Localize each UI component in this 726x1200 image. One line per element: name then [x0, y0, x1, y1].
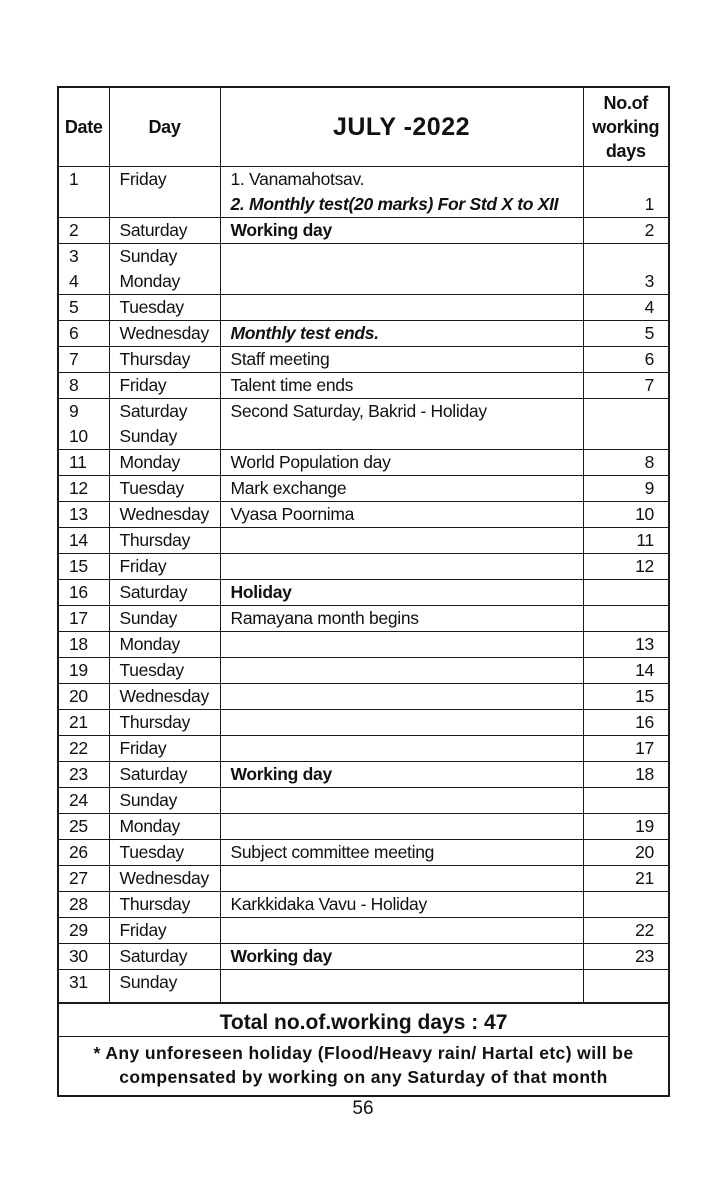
event-cell: [220, 866, 583, 892]
working-day-cell: [583, 944, 668, 970]
table-row: [59, 606, 668, 632]
date-cell: [59, 580, 109, 606]
date-value: 30: [69, 946, 88, 966]
day-cell: [109, 347, 220, 373]
day-value: Friday: [119, 738, 167, 758]
date-cell: [59, 918, 109, 944]
day-value: Monday: [119, 816, 180, 836]
day-cell: [109, 476, 220, 502]
date-value: 12: [69, 478, 88, 498]
day-value: Monday: [119, 271, 180, 291]
event-cell: [220, 658, 583, 684]
event-cell: [220, 840, 583, 866]
working-day-cell: [583, 373, 668, 399]
event-text: Vyasa Poornima: [230, 504, 355, 524]
header-day: Day: [109, 88, 220, 167]
date-cell: [59, 658, 109, 684]
event-cell: [220, 218, 583, 244]
day-value: Saturday: [119, 946, 188, 966]
header-row: [59, 88, 668, 167]
event-text: Working day: [230, 764, 332, 784]
day-value: Saturday: [119, 220, 188, 240]
event-cell: [220, 167, 583, 218]
date-value: 14: [69, 530, 88, 550]
date-cell: [59, 476, 109, 502]
working-day-cell: [583, 167, 668, 218]
date-value: 6: [69, 323, 79, 343]
table-row: [59, 892, 668, 918]
table-row: [59, 658, 668, 684]
date-cell: [59, 167, 109, 218]
event-text: World Population day: [230, 452, 391, 472]
date-cell: [59, 970, 109, 1003]
working-day-count: 6: [644, 349, 654, 369]
table-row: [59, 244, 668, 295]
day-value: Wednesday: [119, 868, 209, 888]
working-day-count: [584, 167, 655, 192]
working-day-count: 21: [635, 868, 654, 888]
day-cell: [109, 632, 220, 658]
date-cell: [59, 788, 109, 814]
working-day-cell: [583, 347, 668, 373]
table-row: [59, 944, 668, 970]
event-cell: [220, 736, 583, 762]
date-cell: [59, 736, 109, 762]
working-day-cell: [583, 814, 668, 840]
date-value: 2: [69, 220, 79, 240]
header-working-days-line: No.of: [603, 93, 648, 113]
day-cell: [109, 606, 220, 632]
working-day-cell: [583, 399, 668, 450]
working-day-cell: [583, 684, 668, 710]
calendar-table: [59, 88, 668, 1003]
day-value: Tuesday: [119, 660, 184, 680]
working-day-cell: [583, 606, 668, 632]
date-cell: [59, 762, 109, 788]
working-day-count: 3: [644, 271, 654, 291]
working-day-cell: [583, 218, 668, 244]
date-cell: [59, 814, 109, 840]
date-cell: [59, 944, 109, 970]
event-text: Karkkidaka Vavu - Holiday: [230, 894, 427, 914]
working-day-cell: [583, 502, 668, 528]
table-row: [59, 502, 668, 528]
date-value: 31: [69, 972, 88, 992]
day-cell: [109, 502, 220, 528]
date-cell: [59, 710, 109, 736]
event-cell: [220, 632, 583, 658]
working-day-cell: [583, 321, 668, 347]
working-day-count: 11: [636, 530, 654, 550]
date-cell: [59, 373, 109, 399]
event-text: Staff meeting: [230, 349, 330, 369]
day-cell: [109, 866, 220, 892]
event-cell: [220, 762, 583, 788]
table-row: [59, 736, 668, 762]
table-row: [59, 814, 668, 840]
table-row: [59, 528, 668, 554]
event-cell: [220, 373, 583, 399]
event-cell: [220, 970, 583, 1003]
event-text: Mark exchange: [230, 478, 347, 498]
working-day-cell: [583, 580, 668, 606]
working-day-count: 8: [644, 452, 654, 472]
date-cell: [59, 347, 109, 373]
working-day-cell: [583, 244, 668, 295]
event-cell: [220, 347, 583, 373]
header-working-days-line: working: [592, 117, 660, 137]
day-value: Sunday: [119, 972, 178, 992]
day-value: Sunday: [119, 608, 178, 628]
day-cell: [109, 244, 220, 295]
working-day-count: [584, 244, 655, 269]
date-cell: [59, 632, 109, 658]
event-cell: [220, 321, 583, 347]
header-working-days-line: days: [605, 141, 646, 161]
day-cell: [109, 944, 220, 970]
table-row: [59, 788, 668, 814]
date-cell: [59, 295, 109, 321]
event-cell: [220, 580, 583, 606]
date-value: 9: [69, 401, 79, 421]
calendar-sheet: [57, 86, 670, 1097]
date-value: 16: [69, 582, 88, 602]
date-value: 7: [69, 349, 79, 369]
working-day-cell: [583, 788, 668, 814]
date-value: 21: [69, 712, 88, 732]
day-value: Tuesday: [119, 297, 184, 317]
day-value: Saturday: [119, 764, 188, 784]
working-day-cell: [583, 736, 668, 762]
day-value: Friday: [119, 375, 167, 395]
date-value: 19: [69, 660, 88, 680]
day-cell: [109, 736, 220, 762]
day-value: Saturday: [119, 401, 188, 421]
day-cell: [109, 892, 220, 918]
day-value: Tuesday: [119, 842, 184, 862]
table-row: [59, 554, 668, 580]
day-cell: [109, 218, 220, 244]
table-row: [59, 476, 668, 502]
event-cell: [220, 892, 583, 918]
date-cell: [59, 684, 109, 710]
day-cell: [109, 918, 220, 944]
calendar-body: [59, 167, 668, 1003]
table-row: [59, 918, 668, 944]
working-day-cell: [583, 295, 668, 321]
table-row: [59, 762, 668, 788]
table-row: [59, 218, 668, 244]
working-day-cell: [583, 762, 668, 788]
day-cell: [109, 554, 220, 580]
event-cell: [220, 918, 583, 944]
day-value: Saturday: [119, 582, 188, 602]
event-cell: [220, 450, 583, 476]
day-cell: [109, 840, 220, 866]
event-cell: [220, 684, 583, 710]
working-day-count: 13: [635, 634, 654, 654]
day-cell: [109, 295, 220, 321]
table-row: [59, 347, 668, 373]
working-day-cell: [583, 892, 668, 918]
working-day-count: 12: [635, 556, 654, 576]
table-row: [59, 684, 668, 710]
working-day-cell: [583, 450, 668, 476]
day-cell: [109, 658, 220, 684]
day-value: Thursday: [119, 349, 191, 369]
day-cell: [109, 373, 220, 399]
working-day-cell: [583, 710, 668, 736]
working-day-count: 9: [644, 478, 654, 498]
day-value: Thursday: [119, 712, 191, 732]
date-value: 8: [69, 375, 79, 395]
date-cell: [59, 450, 109, 476]
event-text: Second Saturday, Bakrid - Holiday: [230, 401, 487, 421]
working-day-cell: [583, 840, 668, 866]
date-cell: [59, 502, 109, 528]
table-row: [59, 970, 668, 1003]
table-row: [59, 167, 668, 218]
working-day-count: 2: [644, 220, 654, 240]
date-value: 28: [69, 894, 88, 914]
holiday-compensation-note: * Any unforeseen holiday (Flood/Heavy rain/ Hartal etc) will be compensated by working on any Saturday of that month: [59, 1036, 668, 1095]
table-row: [59, 710, 668, 736]
day-cell: [109, 399, 220, 450]
day-value: Thursday: [119, 894, 191, 914]
header-working-days: [583, 88, 668, 167]
date-cell: [59, 321, 109, 347]
event-cell: [220, 295, 583, 321]
date-value: 18: [69, 634, 88, 654]
day-cell: [109, 580, 220, 606]
date-cell: [59, 399, 109, 450]
table-row: [59, 295, 668, 321]
event-cell: [220, 502, 583, 528]
working-day-cell: [583, 476, 668, 502]
event-text: Holiday: [230, 582, 292, 602]
date-value: 27: [69, 868, 88, 888]
event-text: Talent time ends: [230, 375, 354, 395]
date-cell: [59, 606, 109, 632]
day-value: Tuesday: [119, 478, 184, 498]
table-row: [59, 321, 668, 347]
event-text: Ramayana month begins: [230, 608, 419, 628]
day-value: Wednesday: [119, 323, 209, 343]
table-row: [59, 840, 668, 866]
day-cell: [109, 762, 220, 788]
day-value: Monday: [119, 634, 180, 654]
day-cell: [109, 684, 220, 710]
table-row: [59, 399, 668, 450]
day-cell: [109, 321, 220, 347]
date-value: 17: [69, 608, 88, 628]
day-value: Friday: [119, 169, 167, 189]
date-value: 29: [69, 920, 88, 940]
date-value: 26: [69, 842, 88, 862]
table-row: [59, 866, 668, 892]
day-value: Sunday: [119, 790, 178, 810]
working-day-count: 14: [635, 660, 654, 680]
day-cell: [109, 167, 220, 218]
working-day-cell: [583, 918, 668, 944]
working-day-count: 7: [644, 375, 654, 395]
working-day-count: 5: [644, 323, 654, 343]
month-title: JULY -2022: [220, 88, 583, 167]
event-text: Subject committee meeting: [230, 842, 435, 862]
day-value: Monday: [119, 452, 180, 472]
date-value: 20: [69, 686, 88, 706]
day-cell: [109, 788, 220, 814]
event-cell: [220, 814, 583, 840]
day-cell: [109, 710, 220, 736]
day-value: Thursday: [119, 530, 191, 550]
working-day-cell: [583, 658, 668, 684]
date-value: 5: [69, 297, 79, 317]
event-cell: [220, 606, 583, 632]
working-day-count: 4: [644, 297, 654, 317]
date-cell: [59, 218, 109, 244]
date-value: 25: [69, 816, 88, 836]
working-day-count: 16: [635, 712, 654, 732]
event-text: 2. Monthly test(20 marks) For Std X to XII: [230, 194, 559, 214]
header-date: Date: [59, 88, 109, 167]
event-text: 1. Vanamahotsav.: [230, 169, 365, 189]
day-cell: [109, 814, 220, 840]
event-cell: [220, 710, 583, 736]
date-value: 4: [69, 271, 79, 291]
day-value: Friday: [119, 556, 167, 576]
event-text: Working day: [230, 220, 332, 240]
date-value: 24: [69, 790, 88, 810]
day-cell: [109, 970, 220, 1003]
day-cell: [109, 450, 220, 476]
date-value: 13: [69, 504, 88, 524]
working-day-cell: [583, 866, 668, 892]
working-day-count: 1: [644, 194, 654, 214]
date-cell: [59, 892, 109, 918]
table-row: [59, 373, 668, 399]
date-value: 3: [69, 246, 79, 266]
working-day-count: 19: [635, 816, 654, 836]
total-working-days: Total no.of.working days : 47: [59, 1003, 668, 1036]
date-value: 15: [69, 556, 88, 576]
date-value: 11: [69, 452, 87, 472]
day-value: Friday: [119, 920, 167, 940]
date-cell: [59, 244, 109, 295]
working-day-cell: [583, 554, 668, 580]
table-row: [59, 580, 668, 606]
event-cell: [220, 476, 583, 502]
day-value: Sunday: [119, 426, 178, 446]
working-day-cell: [583, 970, 668, 1003]
event-cell: [220, 554, 583, 580]
date-cell: [59, 840, 109, 866]
table-row: [59, 632, 668, 658]
working-day-count: 17: [635, 738, 654, 758]
day-value: Sunday: [119, 246, 178, 266]
day-value: Wednesday: [119, 686, 209, 706]
working-day-count: 20: [635, 842, 654, 862]
working-day-count: 18: [635, 764, 654, 784]
date-cell: [59, 866, 109, 892]
date-value: 23: [69, 764, 88, 784]
working-day-count: 22: [635, 920, 654, 940]
working-day-count: 10: [635, 504, 654, 524]
table-row: [59, 450, 668, 476]
working-day-cell: [583, 528, 668, 554]
event-cell: [220, 528, 583, 554]
date-value: 1: [69, 169, 79, 189]
event-cell: [220, 399, 583, 450]
page-number: 56: [352, 1098, 374, 1119]
date-value: 10: [69, 426, 88, 446]
date-value: 22: [69, 738, 88, 758]
working-day-cell: [583, 632, 668, 658]
date-cell: [59, 528, 109, 554]
event-cell: [220, 244, 583, 295]
event-cell: [220, 788, 583, 814]
event-text: Monthly test ends.: [230, 323, 379, 343]
date-cell: [59, 554, 109, 580]
day-cell: [109, 528, 220, 554]
working-day-count: 23: [635, 946, 654, 966]
event-text: Working day: [230, 946, 332, 966]
event-cell: [220, 944, 583, 970]
day-value: Wednesday: [119, 504, 209, 524]
working-day-count: 15: [635, 686, 654, 706]
